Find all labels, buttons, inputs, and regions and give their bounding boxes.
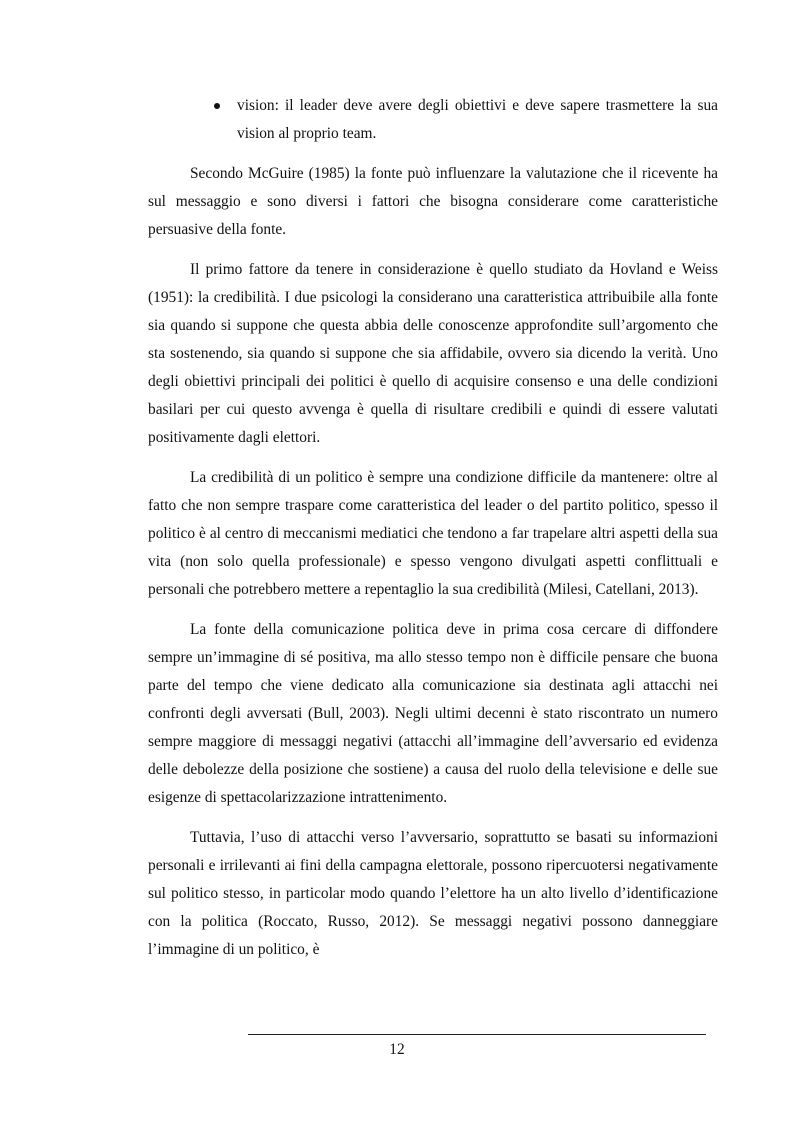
body-text [148, 92, 718, 976]
page-number: 12 [389, 1041, 405, 1058]
paragraph-mcguire: Secondo McGuire (1985) la fonte può influenzare la valutazione che il ricevente ha sul messaggio e sono diversi i fattori che bisogna considerare come caratteristiche persuasive della fonte. [148, 165, 718, 238]
bullet-item [148, 92, 718, 148]
bullet-text: vision: il leader deve avere degli obiettivi e deve sapere trasmettere la sua vision al proprio team. [237, 97, 718, 142]
bullet-dot [214, 103, 220, 109]
footer-rule [248, 1034, 706, 1035]
paragraph-credibility: Il primo fattore da tenere in considerazione è quello studiato da Hovland e Weiss (1951): la credibilità. I due psicologi la considerano una caratteristica attribuibile alla fonte sia quando si suppone che questa abbia delle conoscenze approfondite sull’argomento che sta sostenendo, sia quando si suppone che sia affidabile, ovvero sia dicendo la verità. Uno degli obiettivi principali dei politici è quello di acquisire consenso e una delle condizioni basilari per cui questo avvenga è quella di risultare credibili e quindi di essere valutati positivamente dagli elettori. [148, 261, 718, 446]
paragraph-attacks: Tuttavia, l’uso di attacchi verso l’avversario, soprattutto se basati su informazioni personali e irrilevanti ai fini della campagna elettorale, possono ripercuotersi negativamente sul politico stesso, in particolar modo quando l’elettore ha un alto livello d’identificazione con la politica (Roccato, Russo, 2012). Se messaggi negativi possono danneggiare l’immagine di un politico, è [148, 829, 718, 958]
paragraph-political-communication: La fonte della comunicazione politica deve in prima cosa cercare di diffondere sempre un’immagine di sé positiva, ma allo stesso tempo non è difficile pensare che buona parte del tempo che viene dedicato alla comunicazione sia destinata agli attacchi nei confronti degli avversati (Bull, 2003). Negli ultimi decenni è stato riscontrato un numero sempre maggiore di messaggi negativi (attacchi all’immagine dell’avversario ed evidenza delle debolezze della posizione che sostiene) a causa del ruolo della televisione e delle sue esigenze di spettacolarizzazione intrattenimento. [148, 621, 718, 806]
paragraph-politician-credibility: La credibilità di un politico è sempre una condizione difficile da mantenere: oltre al fatto che non sempre traspare come caratteristica del leader o del partito politico, spesso il politico è al centro di meccanismi mediatici che tendono a far trapelare altri aspetti della sua vita (non solo quella professionale) e spesso vengono divulgati aspetti conflittuali e personali che potrebbero mettere a repentaglio la sua credibilità (Milesi, Catellani, 2013). [148, 469, 718, 598]
